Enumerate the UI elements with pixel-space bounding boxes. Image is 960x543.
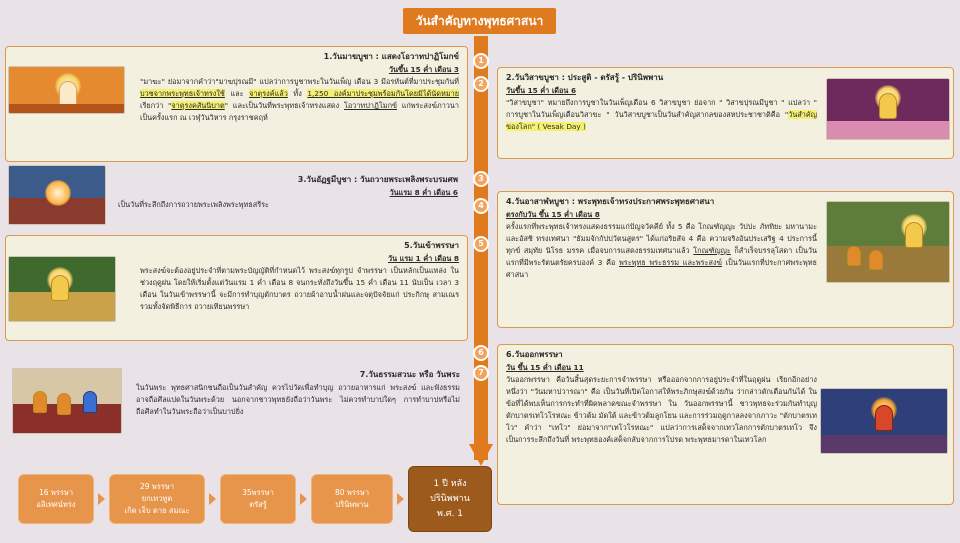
card-date: วัน ขึ้น 15 ค่ำ เดือน 11: [506, 363, 584, 372]
image-buddha-meditation: [8, 66, 125, 114]
timeline-step-29: 29 พรรษา ยกเทวทูต เกิด เจ็บ ตาย สมณะ: [109, 474, 205, 524]
card-heading: 6.วันออกพรรษา: [506, 350, 563, 359]
card-date: วันแรม 8 ค่ำ เดือน 6: [389, 188, 458, 197]
card-body: วันออกพรรษา คือวันสิ้นสุดระยะการจำพรรษา หรือออกจากการอยู่ประจำที่ในฤดูฝน เรียกอีกอย่างหนึ่งว่า "วันมหาปวารณา" คือ เป็นวันที่เปิดโอกาสให้พระภิกษุสงฆ์ด้วยกัน ว่ากล่าวตักเตือนกันได้ ในข้อที่ได้พบเห็นการกระทำที่ผิดพลาดขณะจำพรรษา ใน วันออกพรรษานี้ ชาวพุทธจะร่วมกันทำบุญตักบาตรเทโวโรหณะ ข้าวต้ม มัดใต้ และข้าวต้มลูกโยน และการร่วมฤดูกาลลงจากภาวะ "ตักบาตรเทโว" คำว่า "เทโว" ย่อมาจาก"เทโวโรหณะ" แปลว่าการเสด็จจากเทวโลกการตักบาตรเทโว จึงเป็นการระลึกถึงวันที่ พระพุทธองค์เสด็จกลับจากการโปรด พระพุทธมารดาในเทวโลก: [506, 375, 817, 444]
card-body: ครั้งแรกที่พระพุทธเจ้าทรงแสดงธรรมแก่ปัญจวัคคีย์ ทั้ง 5 คือ โกณฑัญญะ วัปปะ ภัททิยะ มหานามะ และอัสชิ ทรงเทศนา "ธัมมจักกัปปวัตนสูตร" ได้แก่อริยสัจ 4 คือ ความจริงอันประเสริฐ 4 ประการนี้ ทุกข์ สมุทัย นิโรธ มรรค เมื่อจบการแสดงธรรมเทศนาแล้ว โกณฑัญญะ ก็สำเร็จบรรลุโสดา เป็นวันแรกที่มีพระรัตนตรัยครบองค์ 3 คือ พระพุทธ พระธรรม และพระสงฆ์ เป็นวันแรกที่ประกาศพระพุทธศาสนา: [506, 222, 817, 279]
card-heading: 1.วันมาฆบูชา : แสดงโอวาทปาฏิโมกข์: [323, 52, 459, 61]
timeline-marker-7: 7: [473, 365, 489, 381]
timeline-arrow-down: [469, 444, 493, 466]
timeline-step-16: 16 พรรษา อลิเทศน์ทรง: [18, 474, 94, 524]
card-heading: 4.วันอาสาฬหบูชา : พระพุทธเจ้าทรงประกาศพระพุทธศาสนา: [506, 197, 715, 206]
image-first-sermon: [826, 201, 950, 283]
card-body: เป็นวันที่ระลึกถึงการถวายพระเพลิงพระพุทธสรีระ: [118, 200, 269, 209]
page-title: วันสำคัญทางพุทธศาสนา: [403, 8, 556, 34]
card-date: วันขึ้น 15 ค่ำ เดือน 6: [506, 86, 577, 95]
chevron-right-icon: [300, 493, 307, 505]
timeline-step-35: 35พรรษา ตรัสรู้: [220, 474, 296, 524]
card-heading: 5.วันเข้าพรรษา: [404, 241, 459, 250]
chevron-right-icon: [209, 493, 216, 505]
card-body: "วิสาขบูชา" หมายถึงการบูชาในวันเพ็ญเดือน 6 วิสาขบูชา ย่อจาก " วิสาขปุรณมีบูชา " แปลว่า " การบูชาในวันเพ็ญเดือนวิสาขะ " วันวิสาขบูชาเป็นวันสำคัญสากลของสหประชาชาติคือ "วันสำคัญของโลก" ( Vesak Day ): [506, 98, 817, 131]
image-descent-from-heaven: [820, 388, 948, 454]
chevron-right-icon: [397, 493, 404, 505]
timeline-marker-5: 5: [473, 236, 489, 252]
chevron-right-icon: [98, 493, 105, 505]
card-body: "มาฆะ" ย่อมาจากคำว่า"มาฆปุรณมี" แปลว่าการบูชาพระในวันเพ็ญ เดือน 3 มีอรหันต์ที่มาประชุมกันที่บวชจากพระพุทธเจ้าทรงใช้ และ จาตุรงค์แล้ว ทั้ง 1,250 องค์มาประชุมพร้อมกันโดยมิได้นัดหมาย เรียกว่า "จาตุรงคสันนิบาต" และเป็นวันที่พระพุทธเจ้าทรงแสดง โอวาทปาฏิโมกข์ แก่พระสงฆ์ภาวนาเป็นครั้งแรก ณ เวฬุวันวิหาร กรุงราชคฤห์: [140, 77, 459, 122]
card-heading: 3.วันอัฏฐมีบูชา : วันถวายพระเพลิงพระบรมศพ: [297, 175, 458, 184]
timeline-step-80: 80 พรรษา ปรินิพพาน: [311, 474, 393, 524]
timeline-marker-6: 6: [473, 345, 489, 361]
timeline-marker-4: 4: [473, 198, 489, 214]
card-date: วันขึ้น 15 ค่ำ เดือน 3: [388, 65, 459, 74]
image-cremation: [8, 165, 106, 225]
card-date: ตรงกับวัน ขึ้น 15 ค่ำ เดือน 8: [506, 210, 600, 219]
timeline-marker-2: 2: [473, 76, 489, 92]
timeline-marker-1: 1: [473, 53, 489, 69]
image-buddha-lent: [8, 256, 116, 322]
timeline-marker-3: 3: [473, 171, 489, 187]
card-atthami-bucha: [110, 170, 466, 210]
card-date: วัน แรม 1 ค่ำ เดือน 8: [388, 254, 459, 263]
card-body: ในวันพระ พุทธศาสนิกชนถือเป็นวันสำคัญ ควรไปวัดเพื่อทำบุญ ถวายอาหารแก่ พระสงฆ์ และฟังธรรม อาจถือศีลแปดในวันพระด้วย นอกจากชาวพุทธยังถือว่าวันพระ ไม่ควรทำบาปใดๆ การทำบาปหรือไม่ถือศีลทำในวันพระถือว่าเป็นบาปยิ่ง: [136, 383, 460, 416]
image-buddha-birth-enlightenment: [826, 78, 950, 140]
card-heading: 2.วันวิสาขบูชา : ประสูติ - ตรัสรู้ - ปรินิพพาน: [506, 73, 664, 82]
card-heading: 7.วันธรรมสวนะ หรือ วันพระ: [359, 370, 460, 379]
card-body: พระสงฆ์จะต้องอยู่ประจำที่ตามพระบัญญัติที่กำหนดไว้ พระสงฆ์ทุกรูป จำพรรษา เป็นหลักเป็นแหล่ง ในช่วงฤดูฝน โดยให้เริ่มตั้งแต่วันแรม 1 ค่ำ เดือน 8 จนกระทั่งถึงวันขึ้น 15 ค่ำ เดือน 11 นับเป็น เวลา 3 เดือน ในวันเข้าพรรษานี้ จะมีการทำบุญตักบาตร ถวายผ้าอาบน้ำฝนและจตุปัจจัยแก่ ประกิกษุ สามเณร รวมทั้งจัดพิธีการ ถวายเทียนพรรษา: [140, 266, 459, 311]
image-monks-alms: [12, 368, 122, 434]
card-wan-phra: [128, 365, 468, 435]
timeline-step-final: 1 ปี หลัง ปรินิพพาน พ.ศ. 1: [408, 466, 492, 532]
